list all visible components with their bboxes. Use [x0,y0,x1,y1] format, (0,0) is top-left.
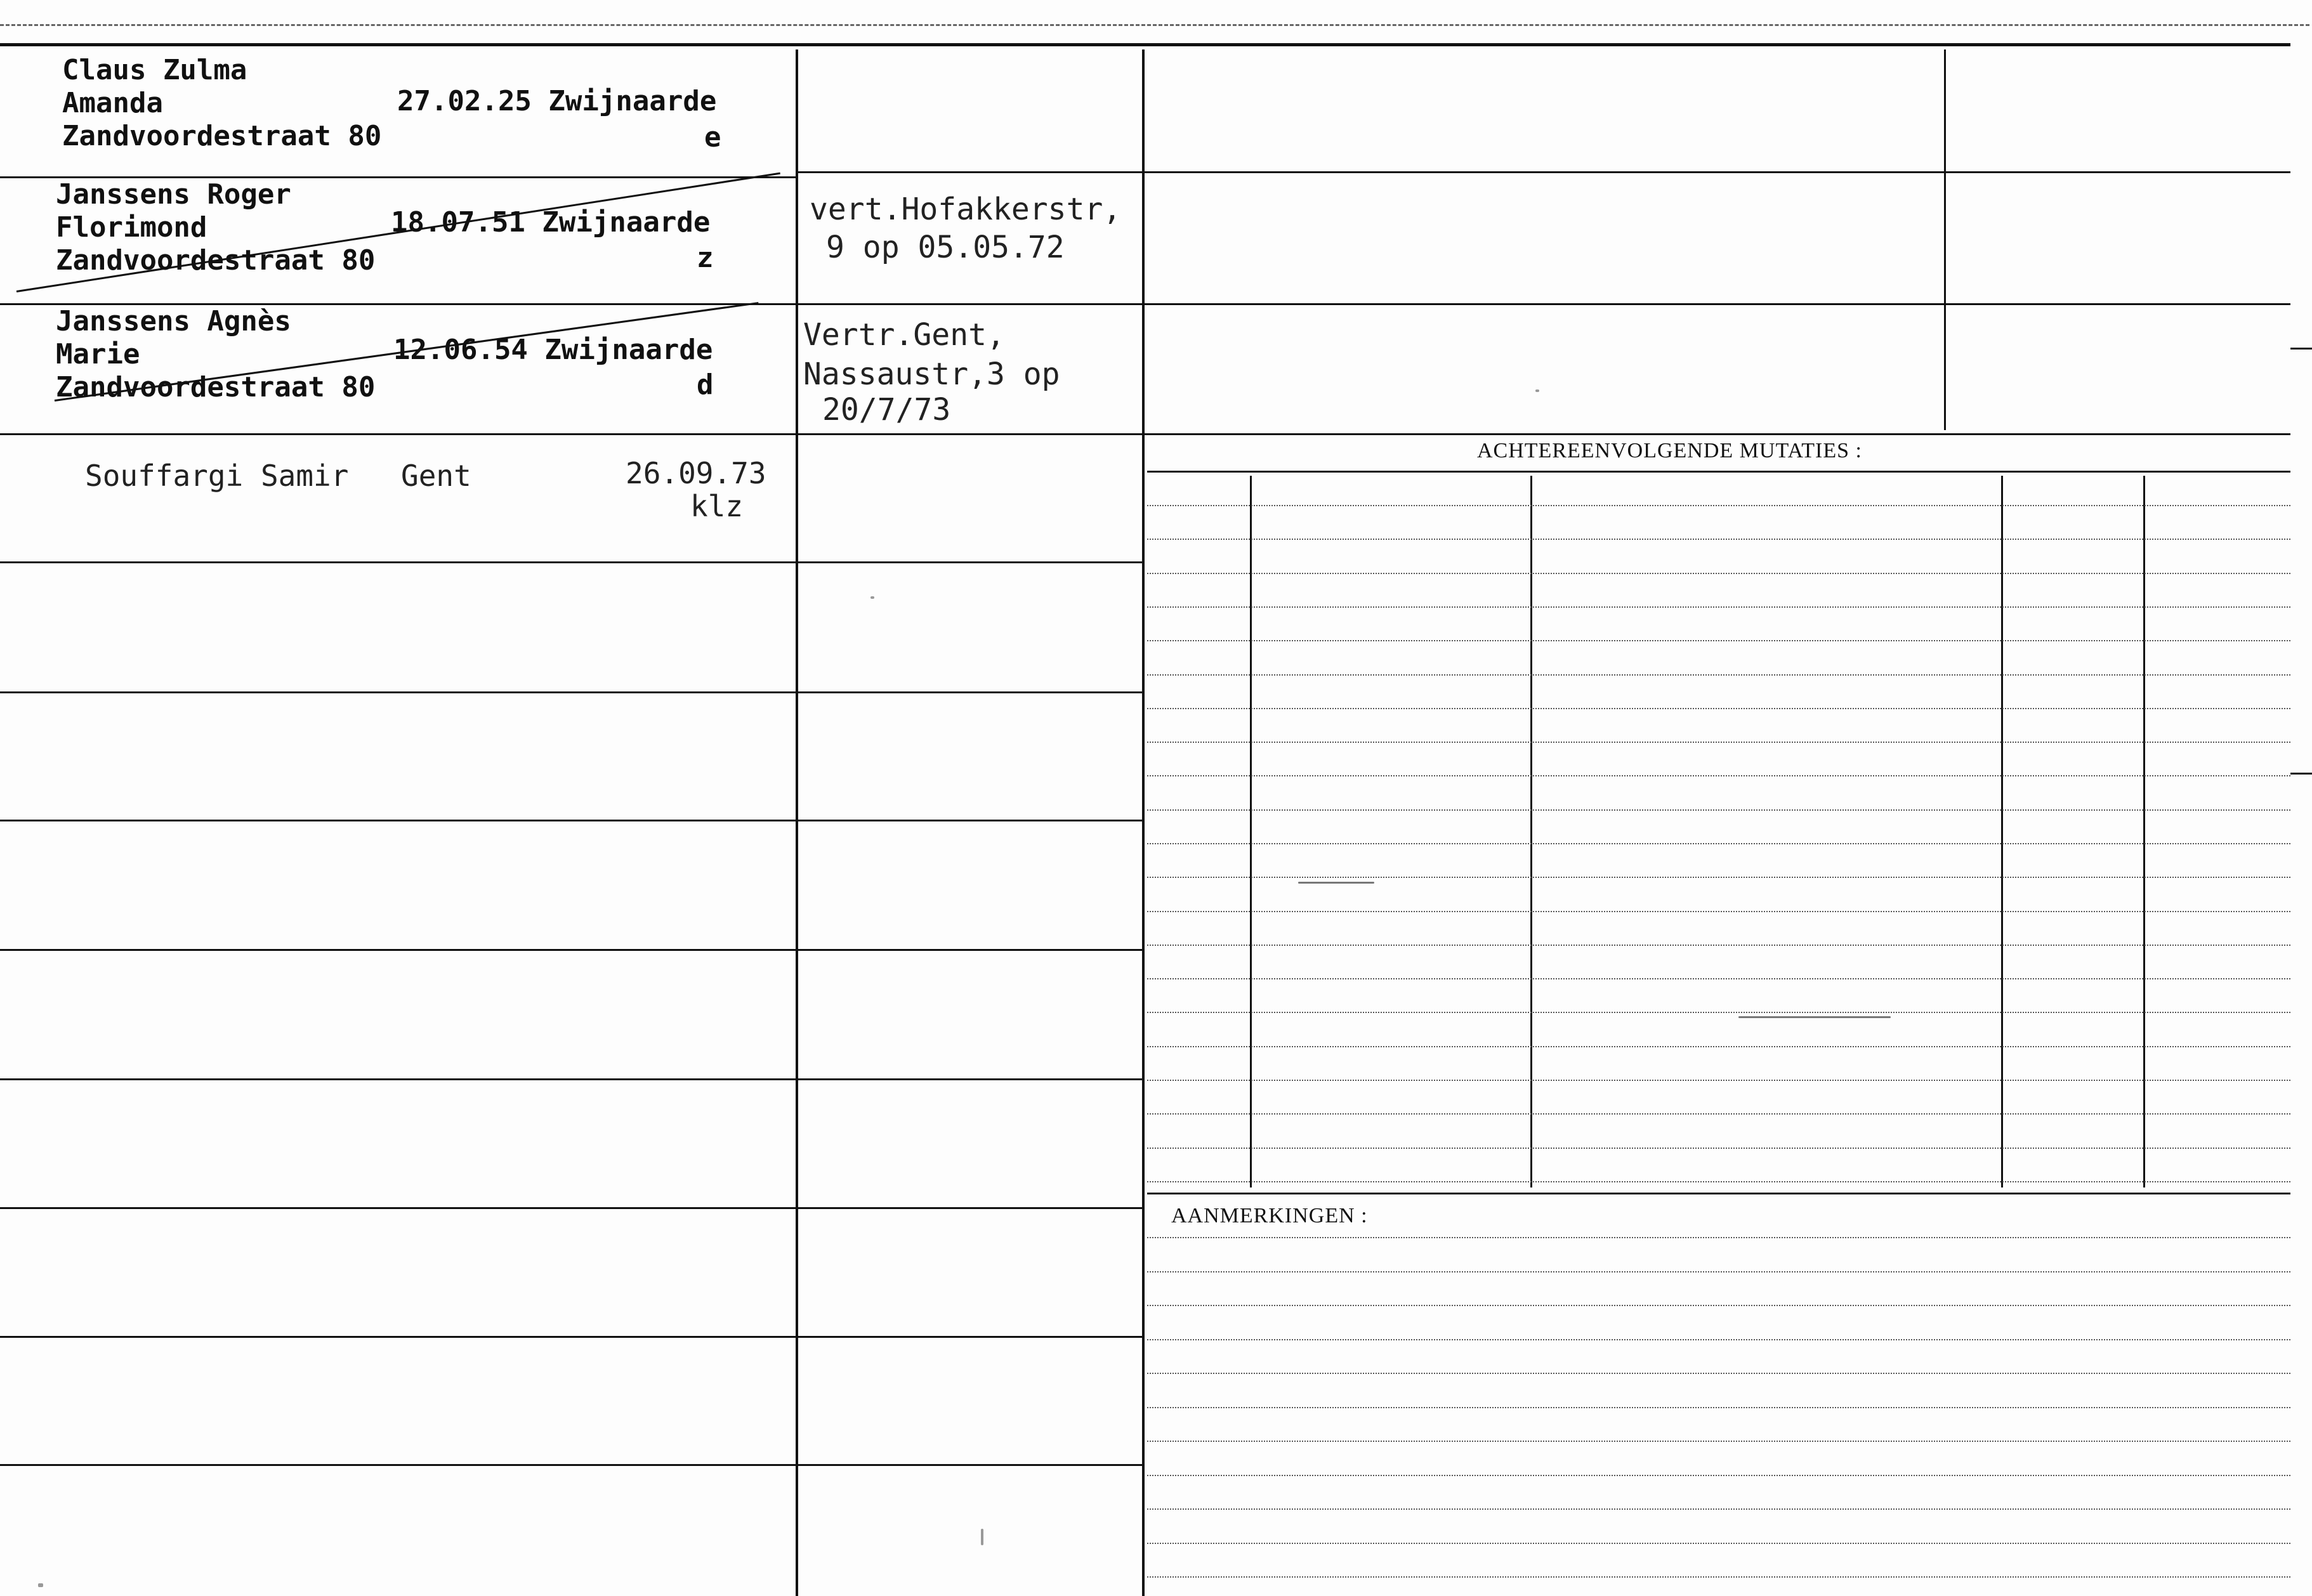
entry-2-firstnames: Florimond [56,211,207,244]
row-line [0,1207,1142,1209]
entry-2-name: Janssens Roger [56,178,291,211]
entry-4-code: klz [690,489,744,523]
mutations-ruled-line [1147,573,2290,574]
entry-3-remark-line-2: Nassaustr,3 op [803,356,1060,392]
entry-3-name: Janssens Agnès [56,305,291,337]
remarks-ruled-line [1147,1543,2290,1544]
remarks-area [1147,1199,2290,1596]
entry-2-date-place: 18.07.51 Zwijnaarde [391,206,711,239]
remarks-ruled-line [1147,1373,2290,1374]
mutations-ruled-line [1147,1046,2290,1047]
entry-3-address: Zandvoordestraat 80 [56,371,376,403]
entry-1-name: Claus Zulma [62,54,247,86]
right-row-line [1142,433,2290,435]
mutations-ruled-line [1147,978,2290,979]
mutations-table-top [1147,471,2290,473]
row-line [0,433,1142,435]
remarks-ruled-line [1147,1237,2290,1238]
mutations-ruled-line [1147,606,2290,608]
row-line [0,820,1142,821]
mutations-ruled-line [1147,1080,2290,1081]
entry-3-remark-line-1: Vertr.Gent, [803,317,1005,353]
mutations-ruled-line [1147,877,2290,878]
mutations-ruled-line [1147,640,2290,641]
mutations-ruled-line [1147,911,2290,912]
mutations-ruled-line [1147,945,2290,946]
mutations-heading: ACHTEREENVOLGENDE MUTATIES : [1477,439,1862,462]
remarks-ruled-line [1147,1407,2290,1408]
margin-tick [2290,348,2312,350]
entry-4-name: Souffargi Samir [85,459,349,493]
column-divider-2 [1142,49,1145,1596]
remarks-ruled-line [1147,1305,2290,1306]
entry-3-date-place: 12.06.54 Zwijnaarde [393,334,713,366]
scan-speck [38,1583,43,1587]
entry-2-address: Zandvoordestraat 80 [56,244,376,277]
mutations-ruled-line [1147,674,2290,676]
column-divider-3 [1944,49,1946,430]
mutations-ruled-line [1147,1181,2290,1182]
mutations-ruled-line [1147,843,2290,844]
entry-2-code: z [697,242,714,274]
mutations-ruled-line [1147,742,2290,743]
mutations-ruled-line [1147,1148,2290,1149]
entry-1-code: e [704,121,721,154]
right-row-line [1142,171,2290,173]
entry-3-firstnames: Marie [56,338,140,370]
entry-4-place: Gent [401,459,471,493]
entry-4-date: 26.09.73 [626,456,766,490]
mutations-ruled-line [1147,1012,2290,1013]
mutations-table-bottom [1147,1193,2290,1194]
remarks-heading: AANMERKINGEN : [1171,1204,1368,1227]
mutations-ruled-line [1147,505,2290,506]
row-line [0,1464,1142,1466]
mutations-ruled-line [1147,809,2290,811]
scan-speck [1298,882,1374,884]
remarks-ruled-line [1147,1441,2290,1442]
entry-3-remark-line-3: 20/7/73 [822,392,951,428]
mutations-ruled-line [1147,1113,2290,1115]
row-line [0,949,1142,951]
mutations-table [1147,471,2290,1194]
frame-top-line [0,43,2290,46]
remarks-ruled-line [1147,1576,2290,1578]
remarks-ruled-line [1147,1475,2290,1476]
remarks-ruled-line [1147,1339,2290,1340]
row-line [0,1078,1142,1080]
remarks-ruled-line [1147,1271,2290,1272]
right-row-line [1142,303,2290,305]
mutations-ruled-line [1147,539,2290,540]
entry-1-date-place: 27.02.25 Zwijnaarde [397,85,717,117]
mutations-ruled-line [1147,708,2290,709]
row-line [0,1336,1142,1338]
remarks-ruled-line [1147,1508,2290,1510]
scan-speck [870,596,874,599]
column-divider-1 [796,49,798,1596]
entry-1-address: Zandvoordestraat 80 [62,120,382,152]
entry-1-firstnames: Amanda [62,87,163,119]
mutations-ruled-line [1147,775,2290,776]
row-line [796,303,1142,305]
row-line [796,171,1142,173]
scan-speck [1738,1016,1891,1018]
row-line [0,691,1142,693]
scan-speck [1535,389,1539,392]
entry-3-code: d [697,369,714,401]
scan-speck [981,1529,983,1545]
row-line [0,561,1142,563]
entry-2-remark-line-1: vert.Hofakkerstr, [810,192,1122,227]
top-edge-line [0,24,2309,26]
entry-2-remark-line-2: 9 op 05.05.72 [826,230,1065,265]
margin-tick [2290,773,2312,775]
